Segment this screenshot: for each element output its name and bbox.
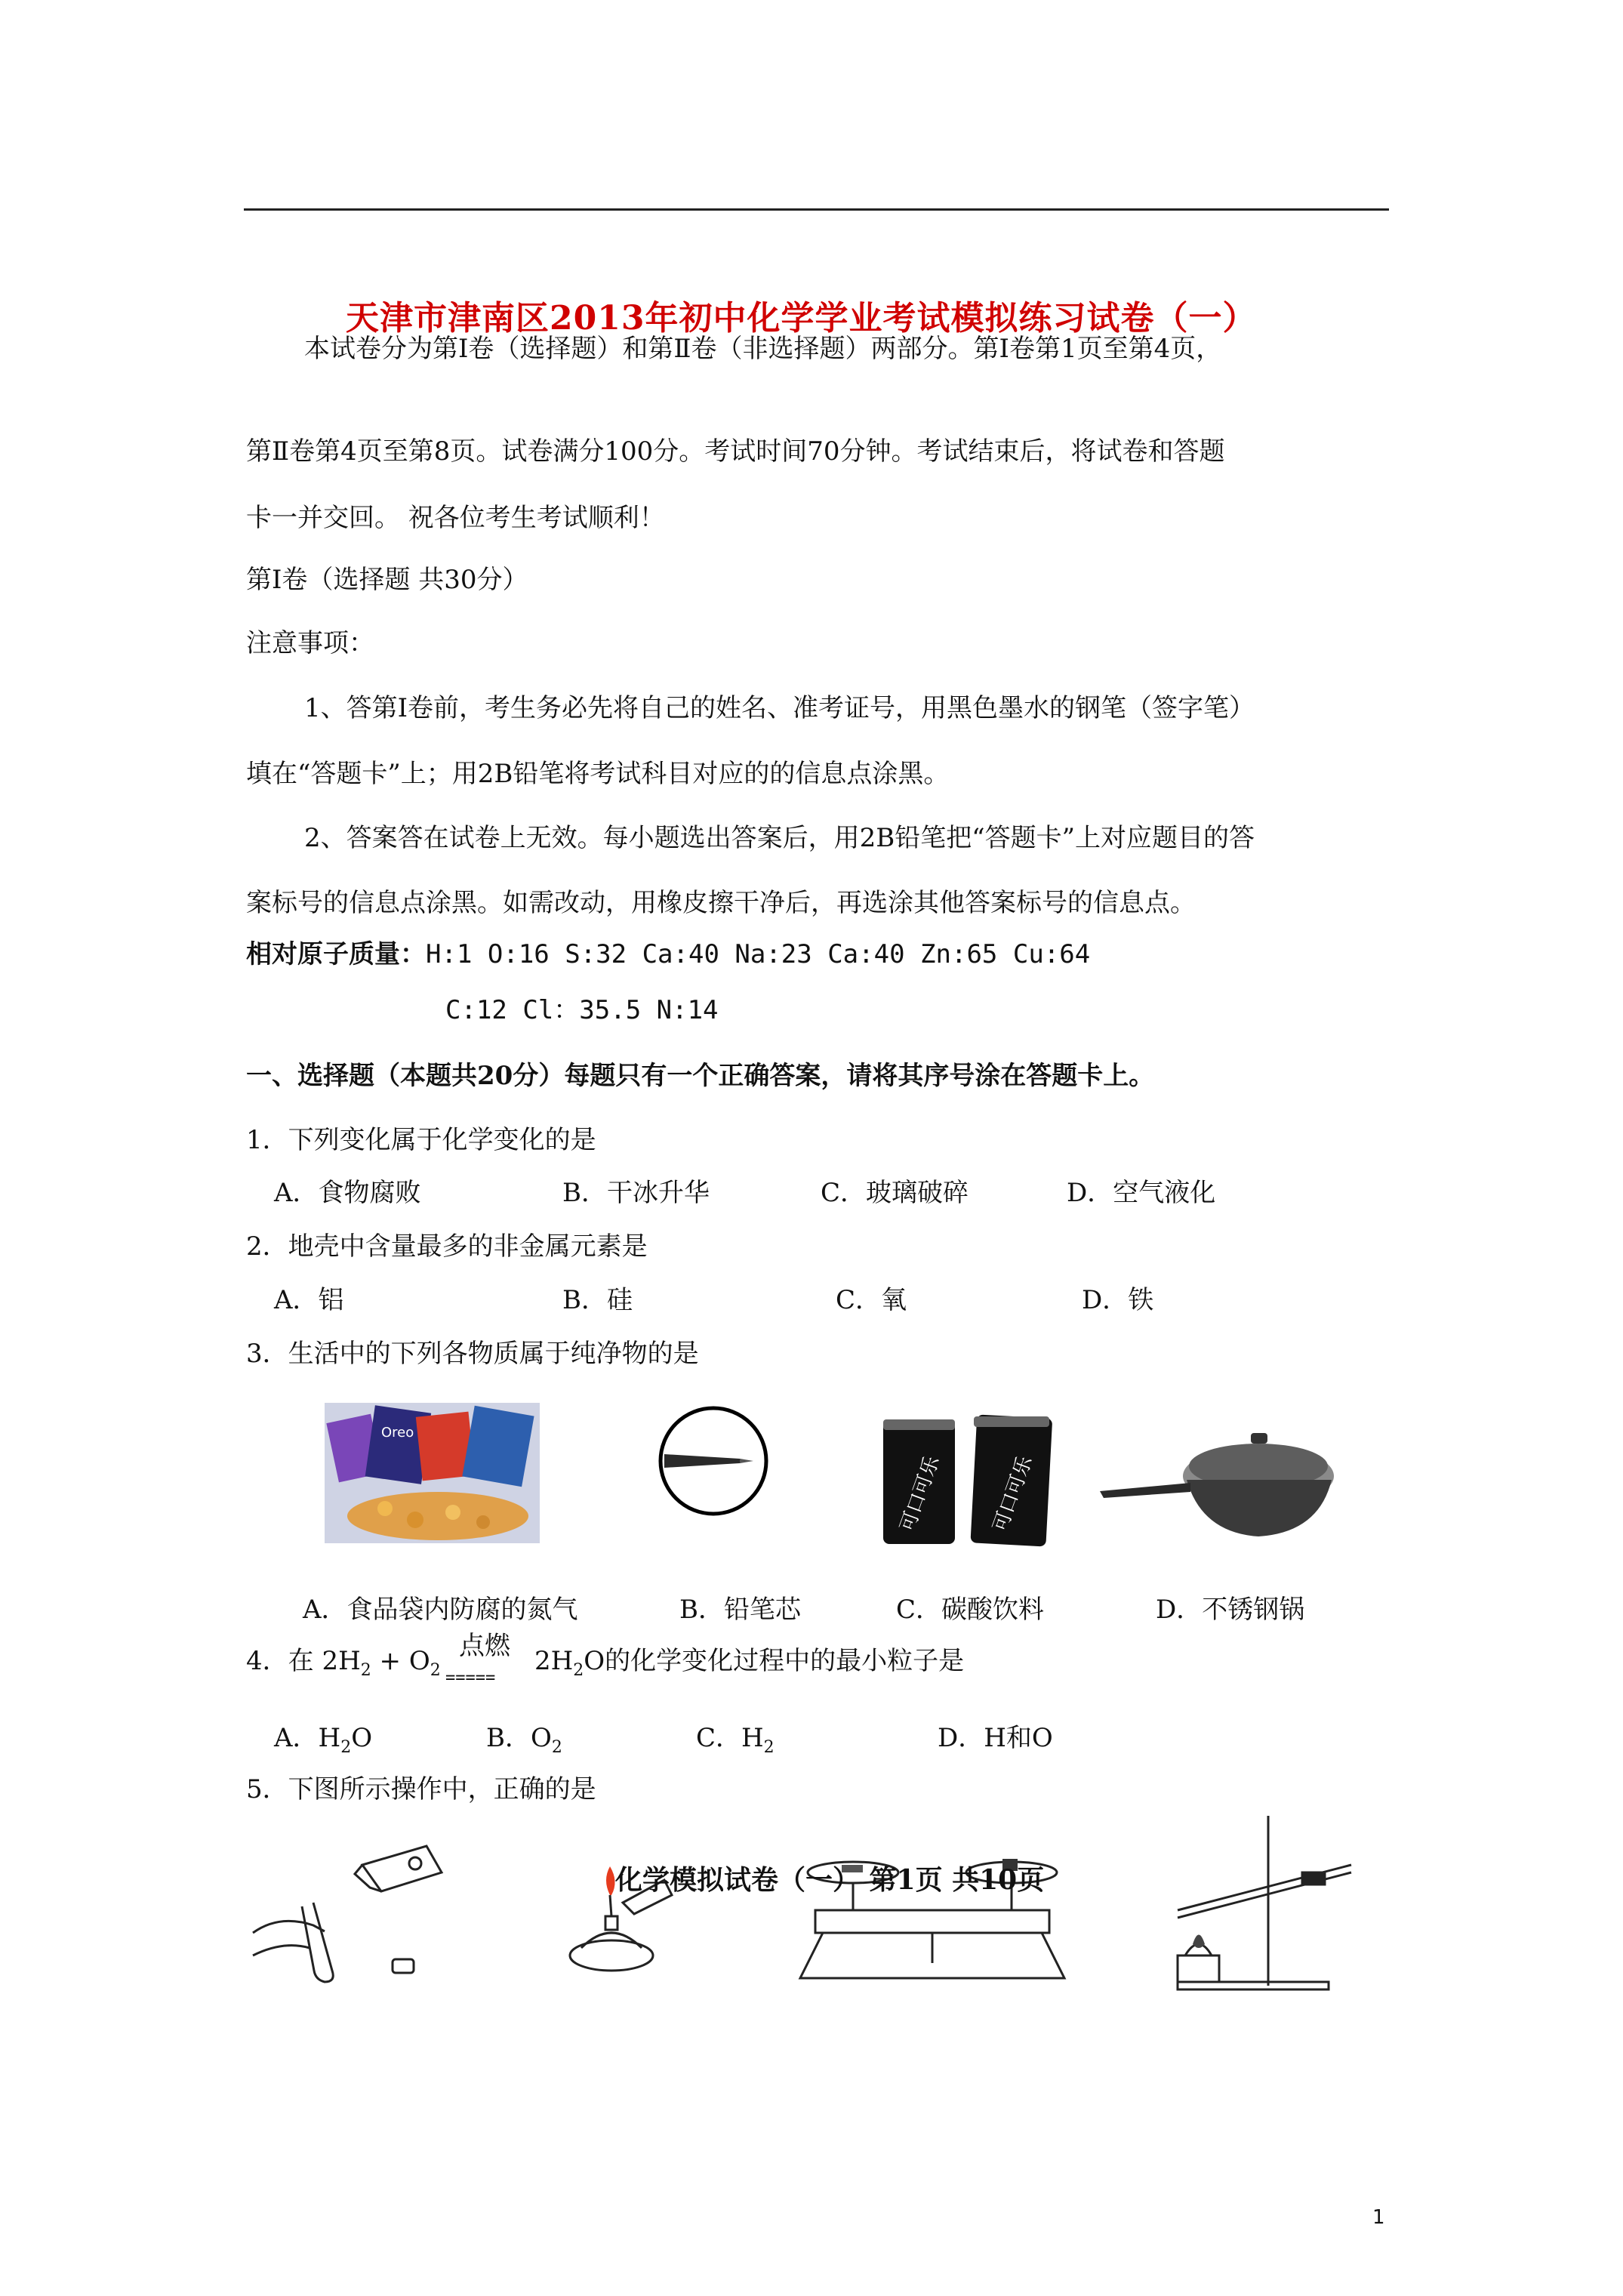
q3-option-d: D．不锈钢锅 [1156, 1595, 1305, 1625]
can-label-1: 可口可乐 [895, 1453, 944, 1535]
q3-option-a: A．食品袋内防腐的氮气 [303, 1595, 578, 1625]
q4-option-d: D．H和O [938, 1723, 1053, 1753]
q4-option-a [274, 1723, 372, 1763]
q4-condition: 点燃 [459, 1631, 510, 1661]
heating-test-tube-on-stand-image [1147, 1812, 1366, 1993]
note-1-line-1: 1、答第Ⅰ卷前，考生务必先将自己的姓名、准考证号，用黑色墨水的钢笔（签字笔） [304, 693, 1255, 723]
q4-option-a-prefix: A．H [274, 1723, 341, 1753]
q4-plus: + O [371, 1646, 430, 1676]
note-2-line-2: 案标号的信息点涂黑。如需改动，用橡皮擦干净后，再选涂其他答案标号的信息点。 [246, 888, 1196, 918]
intro-line-3: 卡一并交回。 祝各位考生考试顺利！ [246, 503, 665, 533]
q4-option-b-sub: 2 [551, 1738, 562, 1757]
pencil-lead-image [657, 1404, 770, 1518]
q3-option-b: B．铅笔芯 [679, 1595, 801, 1625]
q1-option-d: D．空气液化 [1067, 1178, 1216, 1208]
q4-product: 2H [534, 1646, 574, 1676]
stainless-pot-image [1096, 1419, 1338, 1544]
atomic-mass-label: 相对原子质量： [246, 939, 426, 969]
q4-sub-1: 2 [360, 1661, 371, 1680]
q4-sub-2: 2 [430, 1661, 441, 1680]
q3-stem: 3．生活中的下列各物质属于纯净物的是 [246, 1339, 699, 1369]
q1-option-b: B．干冰升华 [562, 1178, 710, 1208]
q1-option-a: A．食物腐败 [274, 1178, 421, 1208]
q4-option-a-suffix: O [351, 1723, 373, 1753]
q2-option-c: C．氧 [836, 1285, 907, 1315]
page-number: 1 [1372, 2206, 1385, 2229]
intro-line-2: 第Ⅱ卷第4页至第8页。试卷满分100分。考试时间70分钟。考试结束后，将试卷和答题 [246, 436, 1225, 467]
q2-stem: 2．地壳中含量最多的非金属元素是 [246, 1231, 648, 1262]
q4-option-c-sub: 2 [763, 1738, 775, 1757]
q2-option-b: B．硅 [562, 1285, 633, 1315]
notes-heading: 注意事项： [246, 628, 374, 658]
atomic-mass-row-2: C:12 Cl：35.5 N:14 [445, 995, 719, 1025]
soda-cans-image [879, 1410, 1061, 1550]
q4-option-c [696, 1723, 775, 1763]
page-title: 天津市津南区2013年初中化学学业考试模拟练习试卷（一） [346, 299, 1257, 337]
intro-line-1: 本试卷分为第Ⅰ卷（选择题）和第Ⅱ卷（非选择题）两部分。第Ⅰ卷第1页至第4页， [304, 334, 1222, 364]
q4-equals: ===== [445, 1669, 496, 1687]
q2-option-a: A．铝 [274, 1285, 344, 1315]
can-label-2: 可口可乐 [988, 1453, 1037, 1535]
snack-bags-image [325, 1403, 540, 1543]
atomic-mass-row-1 [246, 939, 1090, 969]
q4-stem [246, 1646, 441, 1686]
note-1-line-2: 填在“答题卡”上；用2B铅笔将考试科目对应的的信息点涂黑。 [246, 759, 950, 789]
section-1-heading: 一、选择题（本题共20分）每题只有一个正确答案，请将其序号涂在答题卡上。 [246, 1061, 1155, 1091]
q1-option-c: C．玻璃破碎 [821, 1178, 969, 1208]
note-2-line-1: 2、答案答在试卷上无效。每小题选出答案后，用2B铅笔把“答题卡”上对应题目的答 [304, 823, 1255, 853]
header-rule [244, 208, 1389, 211]
atomic-mass-values-1: H:1 O:16 S:32 Ca:40 Na:23 Ca:40 Zn:65 Cu:64 [426, 939, 1091, 969]
q1-stem: 1．下列变化属于化学变化的是 [246, 1125, 596, 1155]
page-footer: 化学模拟试卷（一） 第1页 共10页 [615, 1864, 1045, 1896]
part1-heading: 第Ⅰ卷（选择题 共30分） [246, 565, 528, 595]
q2-option-d: D．铁 [1082, 1285, 1154, 1315]
q4-option-a-sub: 2 [340, 1738, 352, 1757]
q3-option-c: C．碳酸饮料 [896, 1595, 1045, 1625]
q4-option-b [486, 1723, 562, 1763]
q4-option-c-prefix: C．H [696, 1723, 764, 1753]
q4-stem-right [534, 1646, 964, 1686]
q5-stem: 5．下图所示操作中，正确的是 [246, 1774, 596, 1804]
oreo-label: Oreo [381, 1425, 414, 1441]
pouring-into-test-tube-image [249, 1842, 445, 1986]
q4-suffix: O的化学变化过程中的最小粒子是 [584, 1646, 965, 1676]
q4-sub-3: 2 [573, 1661, 584, 1680]
q4-prefix: 4．在 2H [246, 1646, 361, 1676]
q4-option-b-prefix: B．O [486, 1723, 552, 1753]
